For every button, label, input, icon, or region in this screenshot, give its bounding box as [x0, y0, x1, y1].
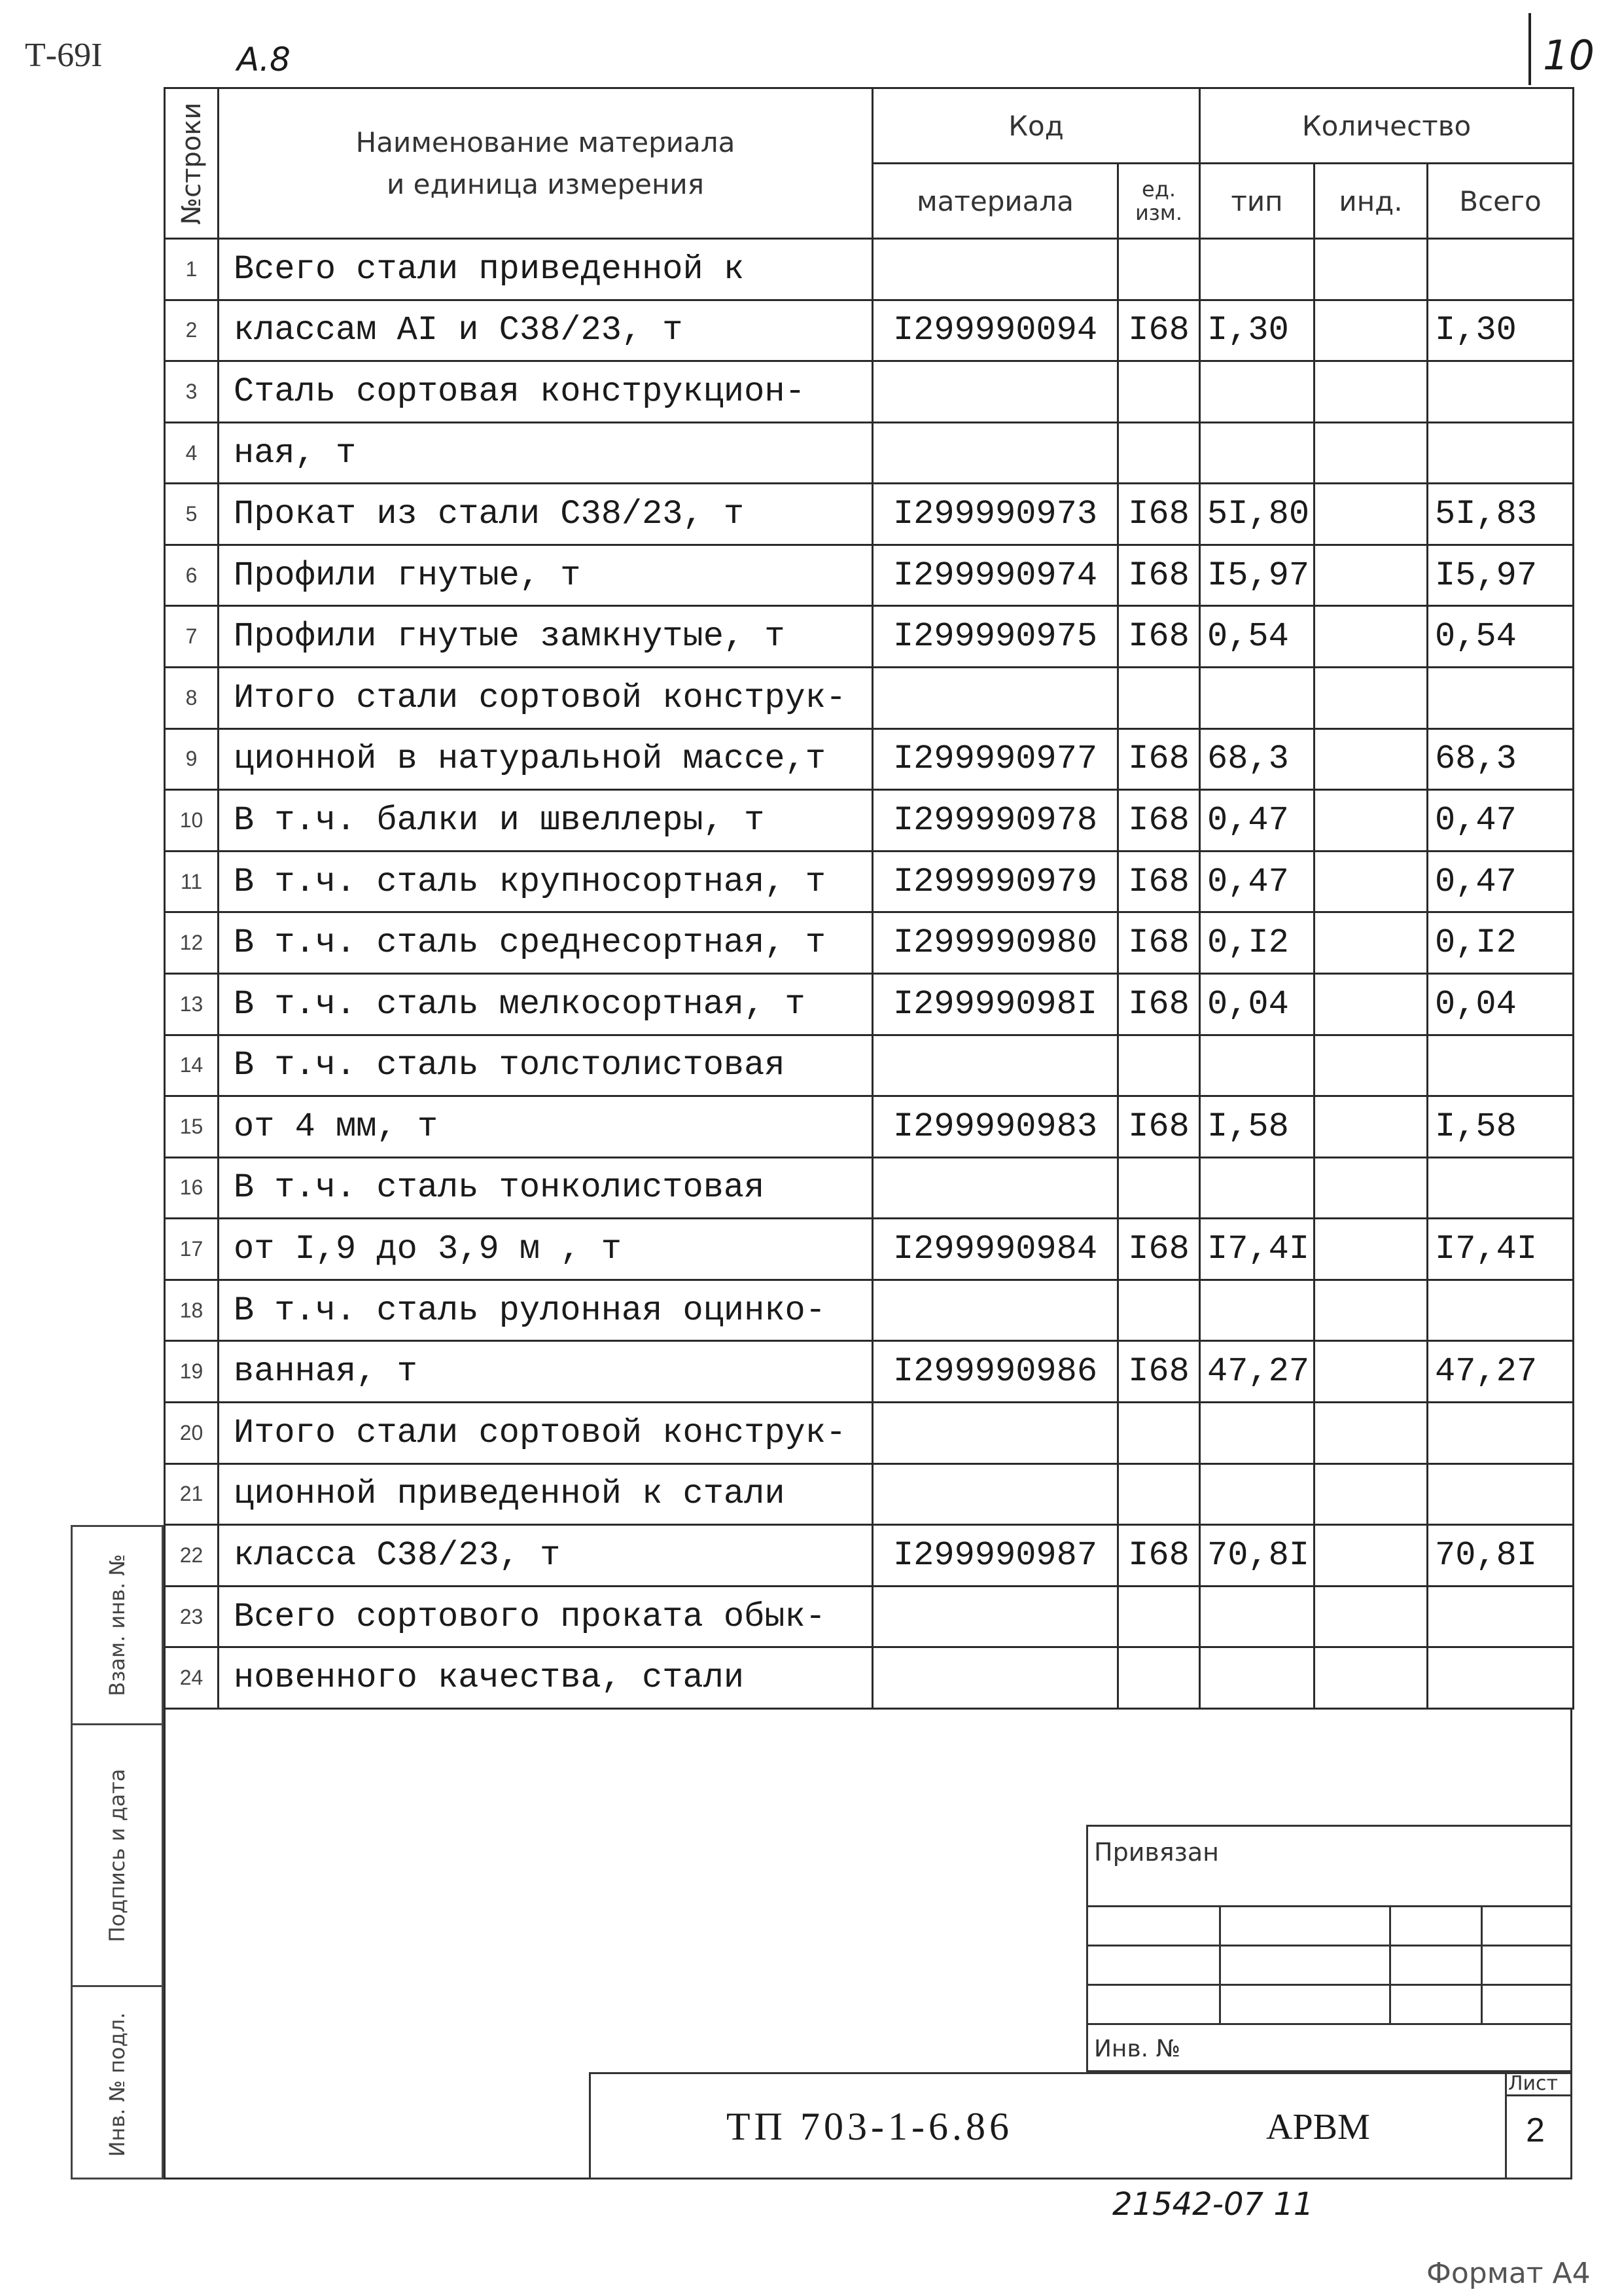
section-code: А.8: [237, 41, 291, 79]
table-row: [165, 728, 1574, 790]
unit-code: I68: [1118, 728, 1200, 790]
unit-code: I68: [1118, 973, 1200, 1035]
qty-ind: [1315, 1035, 1428, 1096]
table-row: [165, 912, 1574, 974]
side-label-signature-date: Подпись и дата: [105, 1768, 130, 1943]
qty-type: [1200, 1402, 1315, 1463]
qty-total: I5,97: [1428, 545, 1574, 606]
table-row: [165, 1035, 1574, 1096]
material-name: Сталь сортовая конструкцион-: [219, 361, 873, 423]
row-number: 9: [165, 728, 219, 790]
unit-code: [1118, 1280, 1200, 1341]
header-qty-ind: инд.: [1315, 164, 1428, 239]
material-code: I299990980: [873, 912, 1118, 974]
unit-code: [1118, 1463, 1200, 1525]
qty-total: [1428, 1586, 1574, 1647]
table-row: [165, 484, 1574, 545]
qty-total: [1428, 1647, 1574, 1709]
material-name: Прокат из стали С38/23, т: [219, 484, 873, 545]
sheet-label: Лист: [1508, 2072, 1559, 2095]
qty-type: I,30: [1200, 300, 1315, 361]
unit-code: I68: [1118, 851, 1200, 912]
qty-type: [1200, 1647, 1315, 1709]
row-number: 1: [165, 239, 219, 300]
qty-ind: [1315, 790, 1428, 852]
qty-type: [1200, 1157, 1315, 1219]
side-label-inv-replaced: Взам. инв. №: [105, 1554, 130, 1696]
side-cell-inv-replaced: [73, 1527, 162, 1723]
qty-total: 68,3: [1428, 728, 1574, 790]
row-number: 3: [165, 361, 219, 423]
binding-label: Привязан: [1094, 1838, 1219, 1867]
header-code-material: материала: [873, 164, 1118, 239]
row-number: 7: [165, 606, 219, 668]
qty-type: 0,47: [1200, 790, 1315, 852]
table-row: [165, 545, 1574, 606]
material-code: I299990986: [873, 1341, 1118, 1403]
qty-ind: [1315, 912, 1428, 974]
qty-total: 0,47: [1428, 851, 1574, 912]
unit-code: I68: [1118, 484, 1200, 545]
row-number: 13: [165, 973, 219, 1035]
material-code: I299990978: [873, 790, 1118, 852]
qty-type: [1200, 361, 1315, 423]
row-number: 19: [165, 1341, 219, 1403]
table-row: [165, 300, 1574, 361]
table-row: [165, 1402, 1574, 1463]
unit-code: [1118, 1402, 1200, 1463]
qty-type: [1200, 239, 1315, 300]
sheet-number: 2: [1526, 2111, 1545, 2149]
side-stamp: [71, 1525, 164, 2179]
material-spec-table: [164, 87, 1574, 1710]
unit-code: I68: [1118, 1219, 1200, 1280]
material-name: от I,9 до 3,9 м , т: [219, 1219, 873, 1280]
qty-type: 70,8I: [1200, 1525, 1315, 1587]
unit-code: I68: [1118, 790, 1200, 852]
qty-total: [1428, 1157, 1574, 1219]
material-name: классам AI и С38/23, т: [219, 300, 873, 361]
qty-ind: [1315, 1096, 1428, 1158]
qty-ind: [1315, 728, 1428, 790]
qty-total: 5I,83: [1428, 484, 1574, 545]
table-row: [165, 1586, 1574, 1647]
qty-ind: [1315, 1341, 1428, 1403]
material-code: I299990987: [873, 1525, 1118, 1587]
row-number: 14: [165, 1035, 219, 1096]
row-number: 17: [165, 1219, 219, 1280]
qty-ind: [1315, 668, 1428, 729]
material-name: от 4 мм, т: [219, 1096, 873, 1158]
paper-format: Формат А4: [1426, 2257, 1591, 2290]
qty-type: 0,47: [1200, 851, 1315, 912]
row-number: 10: [165, 790, 219, 852]
header-material-name: Наименование материала и единица измерения: [219, 88, 873, 239]
qty-type: 0,54: [1200, 606, 1315, 668]
row-number: 11: [165, 851, 219, 912]
header-code: Код: [873, 88, 1200, 164]
qty-total: 0,47: [1428, 790, 1574, 852]
material-name: ванная, т: [219, 1341, 873, 1403]
qty-total: [1428, 1402, 1574, 1463]
material-name: В т.ч. сталь среднесортная, т: [219, 912, 873, 974]
unit-code: I68: [1118, 300, 1200, 361]
qty-type: [1200, 1035, 1315, 1096]
qty-type: [1200, 1280, 1315, 1341]
material-code: I299990977: [873, 728, 1118, 790]
table-row: [165, 1280, 1574, 1341]
qty-total: 47,27: [1428, 1341, 1574, 1403]
table-row: [165, 790, 1574, 852]
table-row: [165, 1096, 1574, 1158]
material-code: I299990983: [873, 1096, 1118, 1158]
qty-type: [1200, 668, 1315, 729]
row-number: 20: [165, 1402, 219, 1463]
table-row: [165, 1647, 1574, 1709]
qty-type: I5,97: [1200, 545, 1315, 606]
qty-ind: [1315, 1586, 1428, 1647]
table-row: [165, 239, 1574, 300]
material-name: ная, т: [219, 422, 873, 484]
material-code: I299990975: [873, 606, 1118, 668]
project-code: ТП 703-1-6.86: [726, 2105, 1013, 2148]
side-cell-inv-original: [73, 1985, 162, 2181]
table-row: [165, 422, 1574, 484]
material-name: новенного качества, стали: [219, 1647, 873, 1709]
unit-code: I68: [1118, 545, 1200, 606]
unit-code: I68: [1118, 912, 1200, 974]
unit-code: [1118, 1586, 1200, 1647]
unit-code: [1118, 422, 1200, 484]
unit-code: [1118, 1647, 1200, 1709]
qty-ind: [1315, 300, 1428, 361]
qty-ind: [1315, 1157, 1428, 1219]
material-name: В т.ч. сталь толстолистовая: [219, 1035, 873, 1096]
header-qty-total: Всего: [1428, 164, 1574, 239]
qty-ind: [1315, 1402, 1428, 1463]
material-code: [873, 1586, 1118, 1647]
qty-total: 0,04: [1428, 973, 1574, 1035]
table-row: [165, 1525, 1574, 1587]
table-row: [165, 1157, 1574, 1219]
qty-ind: [1315, 1280, 1428, 1341]
page-divider: [1528, 13, 1531, 85]
table-row: [165, 361, 1574, 423]
qty-type: 68,3: [1200, 728, 1315, 790]
material-name: Всего стали приведенной к: [219, 239, 873, 300]
qty-type: 0,I2: [1200, 912, 1315, 974]
qty-type: 0,04: [1200, 973, 1315, 1035]
material-code: [873, 1647, 1118, 1709]
qty-total: [1428, 239, 1574, 300]
qty-total: [1428, 422, 1574, 484]
material-code: [873, 1463, 1118, 1525]
qty-ind: [1315, 851, 1428, 912]
qty-type: [1200, 422, 1315, 484]
material-name: В т.ч. балки и швеллеры, т: [219, 790, 873, 852]
material-name: Профили гнутые замкнутые, т: [219, 606, 873, 668]
material-name: В т.ч. сталь мелкосортная, т: [219, 973, 873, 1035]
qty-ind: [1315, 1525, 1428, 1587]
unit-code: I68: [1118, 1341, 1200, 1403]
material-code: [873, 1035, 1118, 1096]
row-number: 12: [165, 912, 219, 974]
qty-ind: [1315, 973, 1428, 1035]
drawing-mark: АРВМ: [1266, 2107, 1370, 2147]
material-code: I299990984: [873, 1219, 1118, 1280]
row-number: 15: [165, 1096, 219, 1158]
qty-ind: [1315, 239, 1428, 300]
header-row-number: №строки: [165, 88, 219, 239]
material-name: В т.ч. сталь рулонная оцинко-: [219, 1280, 873, 1341]
material-code: [873, 1157, 1118, 1219]
unit-code: I68: [1118, 1096, 1200, 1158]
qty-type: I7,4I: [1200, 1219, 1315, 1280]
qty-total: 70,8I: [1428, 1525, 1574, 1587]
qty-type: [1200, 1463, 1315, 1525]
unit-code: [1118, 668, 1200, 729]
material-code: [873, 1280, 1118, 1341]
table-row: [165, 1219, 1574, 1280]
material-name: Итого стали сортовой конструк-: [219, 668, 873, 729]
header-quantity: Количество: [1200, 88, 1574, 164]
material-code: [873, 1402, 1118, 1463]
footer-handwritten-code: 21542-07 11: [1112, 2186, 1314, 2223]
sheet-number-handwritten: 10: [1543, 31, 1595, 79]
side-label-inv-original: Инв. № подл.: [105, 2012, 130, 2157]
row-number: 6: [165, 545, 219, 606]
binding-inv-label: Инв. №: [1094, 2036, 1181, 2062]
material-code: [873, 361, 1118, 423]
qty-type: I,58: [1200, 1096, 1315, 1158]
row-number: 8: [165, 668, 219, 729]
material-code: I299990979: [873, 851, 1118, 912]
qty-ind: [1315, 606, 1428, 668]
material-name: ционной приведенной к стали: [219, 1463, 873, 1525]
unit-code: [1118, 239, 1200, 300]
table-row: [165, 1341, 1574, 1403]
qty-ind: [1315, 484, 1428, 545]
row-number: 21: [165, 1463, 219, 1525]
qty-total: 0,I2: [1428, 912, 1574, 974]
qty-ind: [1315, 545, 1428, 606]
qty-ind: [1315, 422, 1428, 484]
row-number: 4: [165, 422, 219, 484]
material-code: I29999098I: [873, 973, 1118, 1035]
qty-ind: [1315, 1647, 1428, 1709]
qty-total: [1428, 668, 1574, 729]
row-number: 16: [165, 1157, 219, 1219]
material-name: класса С38/23, т: [219, 1525, 873, 1587]
material-name: ционной в натуральной массе,т: [219, 728, 873, 790]
table-row: [165, 1463, 1574, 1525]
unit-code: I68: [1118, 606, 1200, 668]
qty-total: I,58: [1428, 1096, 1574, 1158]
header-qty-type: тип: [1200, 164, 1315, 239]
table-row: [165, 668, 1574, 729]
row-number: 24: [165, 1647, 219, 1709]
row-number: 18: [165, 1280, 219, 1341]
row-number: 5: [165, 484, 219, 545]
table-row: [165, 851, 1574, 912]
unit-code: [1118, 1157, 1200, 1219]
material-name: Профили гнутые, т: [219, 545, 873, 606]
material-code: [873, 668, 1118, 729]
material-code: I299990973: [873, 484, 1118, 545]
material-code: [873, 422, 1118, 484]
material-name: В т.ч. сталь тонколистовая: [219, 1157, 873, 1219]
qty-total: [1428, 361, 1574, 423]
unit-code: I68: [1118, 1525, 1200, 1587]
material-code: I299990094: [873, 300, 1118, 361]
qty-total: [1428, 1463, 1574, 1525]
row-number: 2: [165, 300, 219, 361]
material-code: I299990974: [873, 545, 1118, 606]
qty-total: I,30: [1428, 300, 1574, 361]
qty-total: [1428, 1280, 1574, 1341]
material-name: Итого стали сортовой конструк-: [219, 1402, 873, 1463]
qty-ind: [1315, 361, 1428, 423]
qty-ind: [1315, 1219, 1428, 1280]
unit-code: [1118, 1035, 1200, 1096]
qty-total: I7,4I: [1428, 1219, 1574, 1280]
qty-total: [1428, 1035, 1574, 1096]
material-name: Всего сортового проката обык-: [219, 1586, 873, 1647]
row-number: 22: [165, 1525, 219, 1587]
material-name: В т.ч. сталь крупносортная, т: [219, 851, 873, 912]
side-cell-signature: [73, 1723, 162, 1985]
qty-type: 5I,80: [1200, 484, 1315, 545]
qty-type: 47,27: [1200, 1341, 1315, 1403]
material-code: [873, 239, 1118, 300]
qty-type: [1200, 1586, 1315, 1647]
row-number: 23: [165, 1586, 219, 1647]
table-row: [165, 973, 1574, 1035]
table-row: [165, 606, 1574, 668]
unit-code: [1118, 361, 1200, 423]
qty-ind: [1315, 1463, 1428, 1525]
header-code-unit: ед. изм.: [1118, 164, 1200, 239]
document-number: Т-69I: [25, 37, 103, 74]
qty-total: 0,54: [1428, 606, 1574, 668]
